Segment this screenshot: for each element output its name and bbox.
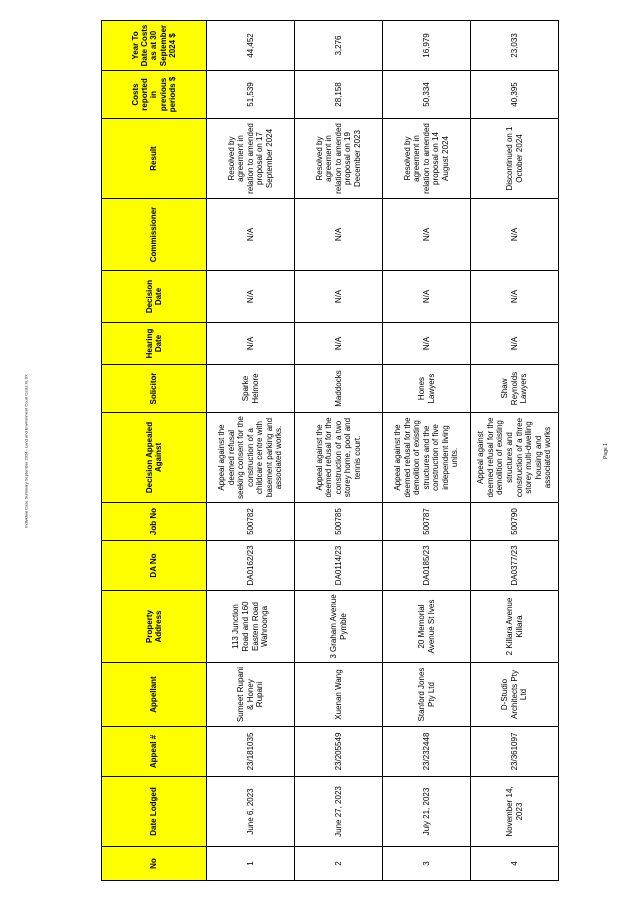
cell-solicitor: Hones Lawyers — [383, 365, 471, 413]
cell-appellant: Sumeet Rupani & Honey Rupani — [207, 663, 295, 727]
cell-hearing-date: N/A — [207, 323, 295, 365]
cell-previous-costs: 40,395 — [471, 71, 559, 119]
cell-date-lodged: July 21, 2023 — [383, 777, 471, 847]
cell-property-address: 113 Junction Road and 160 Eastern Road Wahroonga — [207, 591, 295, 663]
cell-commissioner: N/A — [383, 199, 471, 271]
cell-date-lodged: June 27, 2023 — [295, 777, 383, 847]
col-header-previous-costs: Costs reported in previous periods $ — [102, 71, 207, 119]
cell-job-no: 500790 — [471, 503, 559, 541]
cell-job-no: 500787 — [383, 503, 471, 541]
cell-da-no: DA0185/23 — [383, 541, 471, 591]
cell-result: Discontinued on 1 October 2024 — [471, 119, 559, 199]
cell-decision-date: N/A — [295, 271, 383, 323]
cell-result: Resolved by agreement in relation to amended proposal on 14 August 2024 — [383, 119, 471, 199]
page-number: Page 1 — [603, 443, 609, 459]
cell-job-no: 500785 — [295, 503, 383, 541]
cell-no: 4 — [471, 847, 559, 881]
table-row — [295, 21, 383, 881]
cell-decision-appealed: Appeal against the deemed refusal for the demolition of existing structures and the construction of five independent living units. — [383, 413, 471, 503]
table-header-row — [102, 21, 207, 881]
cell-ytd-costs: 16,979 — [383, 21, 471, 71]
cell-ytd-costs: 44,452 — [207, 21, 295, 71]
cell-date-lodged: June 6, 2023 — [207, 777, 295, 847]
cell-appellant: Stanford Jones Pty Ltd — [383, 663, 471, 727]
cell-previous-costs: 50,334 — [383, 71, 471, 119]
col-header-no: No — [102, 847, 207, 881]
cell-previous-costs: 28,158 — [295, 71, 383, 119]
col-header-solicitor: Solicitor — [102, 365, 207, 413]
cell-hearing-date: N/A — [471, 323, 559, 365]
cell-date-lodged: November 14, 2023 — [471, 777, 559, 847]
document-header: Individual Case Summary September 2024 - Land and Environment Court Costs.XLSX — [23, 374, 29, 528]
table-row — [471, 21, 559, 881]
cell-property-address: 20 Memorial Avenue St Ives — [383, 591, 471, 663]
cell-commissioner: N/A — [295, 199, 383, 271]
case-summary-table — [101, 20, 559, 881]
table-row — [207, 21, 295, 881]
cell-appeal-number: 23/232448 — [383, 727, 471, 777]
cell-ytd-costs: 3,276 — [295, 21, 383, 71]
col-header-job-no: Job No — [102, 503, 207, 541]
cell-appeal-number: 23/205549 — [295, 727, 383, 777]
col-header-decision-date: Decision Date — [102, 271, 207, 323]
cell-appellant: Xuenan Wang — [295, 663, 383, 727]
cell-ytd-costs: 23,033 — [471, 21, 559, 71]
cell-property-address: 2 Killara Avenue Killara — [471, 591, 559, 663]
cell-da-no: DA0114/23 — [295, 541, 383, 591]
cell-decision-date: N/A — [383, 271, 471, 323]
table-row — [383, 21, 471, 881]
cell-no: 2 — [295, 847, 383, 881]
cell-decision-appealed: Appeal against the deemed refusal for the construction of a two storey home, pool and tennis court. — [295, 413, 383, 503]
cell-da-no: DA0377/23 — [471, 541, 559, 591]
col-header-property-address: Property Address — [102, 591, 207, 663]
col-header-date-lodged: Date Lodged — [102, 777, 207, 847]
cell-result: Resolved by agreement in relation to amended proposal on 17 September 2024 — [207, 119, 295, 199]
col-header-result: Result — [102, 119, 207, 199]
cell-hearing-date: N/A — [383, 323, 471, 365]
col-header-da-no: DA No — [102, 541, 207, 591]
cell-appellant: D-Studio Architects Pty Ltd — [471, 663, 559, 727]
cell-property-address: 3 Graham Avenue Pymble — [295, 591, 383, 663]
cell-hearing-date: N/A — [295, 323, 383, 365]
col-header-ytd-costs: Year To Date Costs as at 30 September 2024 $ — [102, 21, 207, 71]
cell-solicitor: Shaw Reynolds Lawyers — [471, 365, 559, 413]
cell-solicitor: Maddocks — [295, 365, 383, 413]
cell-commissioner: N/A — [471, 199, 559, 271]
cell-job-no: 500782 — [207, 503, 295, 541]
rotated-table-wrapper — [101, 21, 553, 881]
cell-decision-appealed: Appeal against deemed refusal for the demolition of existing structures and construction of a three storey multi-dwelling housing and associated works — [471, 413, 559, 503]
cell-decision-date: N/A — [471, 271, 559, 323]
cell-appeal-number: 23/361097 — [471, 727, 559, 777]
cell-result: Resolved by agreement in relation to amended proposal on 19 December 2023 — [295, 119, 383, 199]
cell-da-no: DA0162/23 — [207, 541, 295, 591]
cell-no: 1 — [207, 847, 295, 881]
cell-commissioner: N/A — [207, 199, 295, 271]
cell-previous-costs: 51,539 — [207, 71, 295, 119]
cell-decision-date: N/A — [207, 271, 295, 323]
col-header-decision-appealed: Decision Appealed Against — [102, 413, 207, 503]
cell-no: 3 — [383, 847, 471, 881]
cell-solicitor: Sparke Helmore — [207, 365, 295, 413]
col-header-hearing-date: Hearing Date — [102, 323, 207, 365]
cell-appeal-number: 23/181035 — [207, 727, 295, 777]
col-header-commissioner: Commissioner — [102, 199, 207, 271]
col-header-appellant: Appellant — [102, 663, 207, 727]
cell-decision-appealed: Appeal against the deemed refusal seeking consent for the construction of a childcare centre with basement parking and associated works. — [207, 413, 295, 503]
col-header-appeal-number: Appeal # — [102, 727, 207, 777]
